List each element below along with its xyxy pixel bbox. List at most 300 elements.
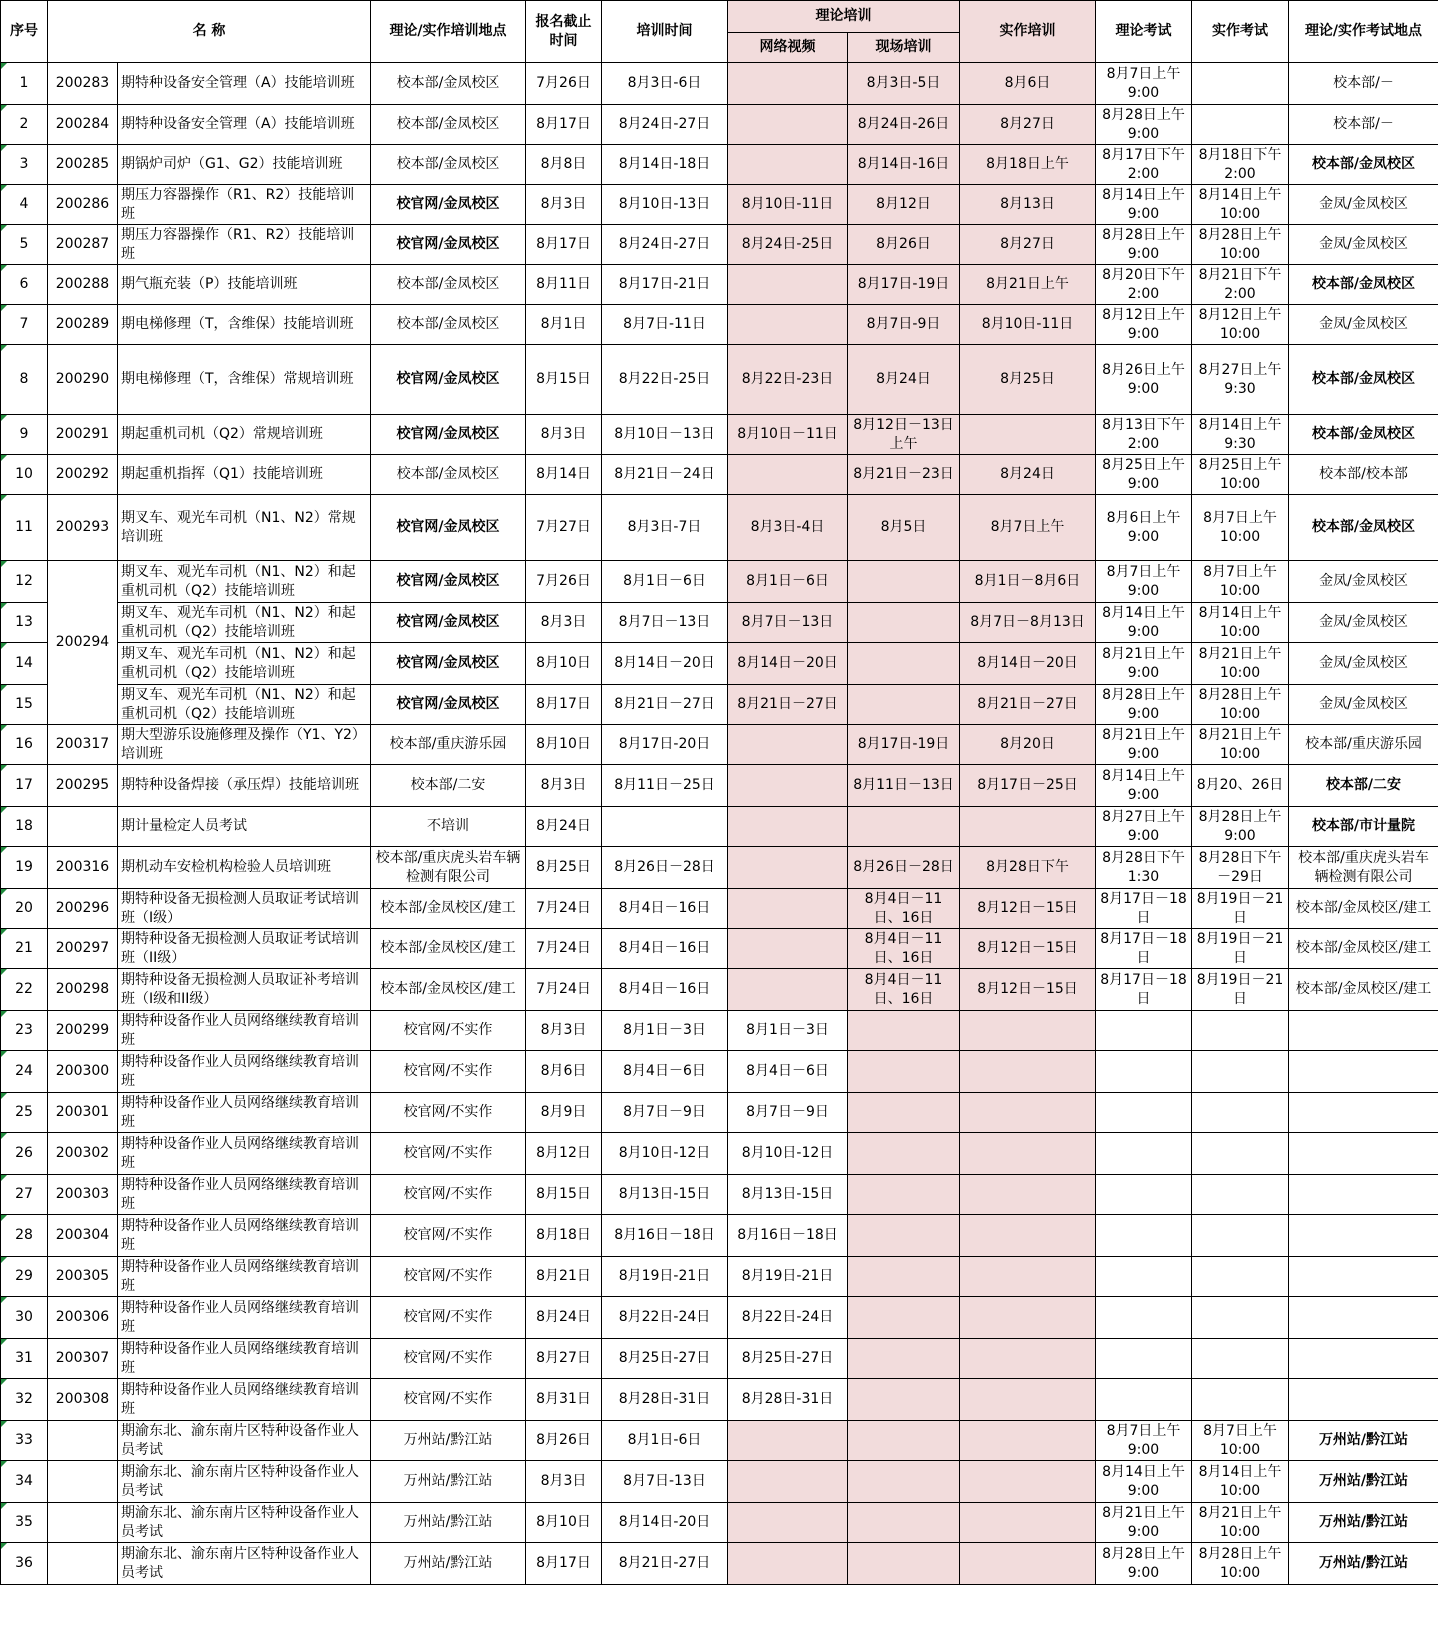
cell-practical-training[interactable]: 8月25日: [960, 345, 1096, 415]
cell-theory-exam[interactable]: [1096, 1339, 1192, 1379]
cell-exam-location[interactable]: 金凤/金凤校区: [1289, 225, 1438, 265]
cell-exam-location[interactable]: [1289, 1133, 1438, 1175]
cell-theory-exam[interactable]: [1096, 1379, 1192, 1421]
cell-name[interactable]: 期特种设备无损检测人员取证考试培训班（I级）: [118, 889, 371, 929]
cell-online-video[interactable]: [728, 265, 848, 305]
cell-period[interactable]: 8月7日-11日: [602, 305, 728, 345]
cell-practical-training[interactable]: 8月24日: [960, 455, 1096, 495]
cell-theory-exam[interactable]: 8月13日下午2:00: [1096, 415, 1192, 455]
cell-code[interactable]: 200288: [48, 265, 118, 305]
cell-training-location[interactable]: 校本部/金凤校区: [371, 145, 526, 185]
cell-practical-training[interactable]: 8月18日上午: [960, 145, 1096, 185]
cell-training-location[interactable]: 万州站/黔江站: [371, 1421, 526, 1461]
cell-training-location[interactable]: 万州站/黔江站: [371, 1503, 526, 1543]
cell-code[interactable]: 200304: [48, 1215, 118, 1257]
cell-practical-exam[interactable]: 8月20、26日: [1192, 765, 1289, 807]
cell-seq[interactable]: 21: [1, 929, 48, 969]
cell-onsite-training[interactable]: [848, 1461, 960, 1503]
cell-online-video[interactable]: 8月13日-15日: [728, 1175, 848, 1215]
cell-seq[interactable]: 31: [1, 1339, 48, 1379]
cell-online-video[interactable]: 8月4日－6日: [728, 1051, 848, 1093]
cell-onsite-training[interactable]: 8月17日-19日: [848, 725, 960, 765]
cell-exam-location[interactable]: 万州站/黔江站: [1289, 1461, 1438, 1503]
cell-name[interactable]: 期渝东北、渝东南片区特种设备作业人员考试: [118, 1461, 371, 1503]
cell-exam-location[interactable]: 金凤/金凤校区: [1289, 561, 1438, 603]
cell-name[interactable]: 期大型游乐设施修理及操作（Y1、Y2）培训班: [118, 725, 371, 765]
cell-deadline[interactable]: 8月17日: [526, 105, 602, 145]
cell-practical-exam[interactable]: 8月7日上午10:00: [1192, 495, 1289, 561]
cell-seq[interactable]: 34: [1, 1461, 48, 1503]
cell-onsite-training[interactable]: [848, 1133, 960, 1175]
cell-onsite-training[interactable]: 8月5日: [848, 495, 960, 561]
cell-online-video[interactable]: 8月7日－13日: [728, 603, 848, 643]
cell-deadline[interactable]: 8月21日: [526, 1257, 602, 1297]
cell-training-location[interactable]: 校官网/不实作: [371, 1093, 526, 1133]
cell-deadline[interactable]: 8月15日: [526, 1175, 602, 1215]
cell-practical-training[interactable]: [960, 1257, 1096, 1297]
cell-practical-exam[interactable]: 8月19日－21日: [1192, 889, 1289, 929]
cell-code[interactable]: 200300: [48, 1051, 118, 1093]
cell-deadline[interactable]: 8月10日: [526, 725, 602, 765]
cell-theory-exam[interactable]: [1096, 1297, 1192, 1339]
cell-deadline[interactable]: 7月24日: [526, 969, 602, 1011]
cell-online-video[interactable]: [728, 929, 848, 969]
cell-online-video[interactable]: 8月10日-12日: [728, 1133, 848, 1175]
cell-practical-training[interactable]: 8月12日－15日: [960, 929, 1096, 969]
cell-online-video[interactable]: [728, 765, 848, 807]
cell-theory-exam[interactable]: 8月26日上午9:00: [1096, 345, 1192, 415]
cell-deadline[interactable]: 8月15日: [526, 345, 602, 415]
cell-onsite-training[interactable]: [848, 561, 960, 603]
cell-practical-training[interactable]: 8月21日－27日: [960, 685, 1096, 725]
cell-training-location[interactable]: 校本部/金凤校区: [371, 455, 526, 495]
cell-code[interactable]: 200308: [48, 1379, 118, 1421]
cell-training-location[interactable]: 万州站/黔江站: [371, 1461, 526, 1503]
cell-code[interactable]: 200291: [48, 415, 118, 455]
cell-practical-training[interactable]: 8月20日: [960, 725, 1096, 765]
cell-online-video[interactable]: 8月14日－20日: [728, 643, 848, 685]
header-period[interactable]: 培训时间: [602, 1, 728, 63]
cell-training-location[interactable]: 校官网/不实作: [371, 1215, 526, 1257]
cell-training-location[interactable]: 校官网/不实作: [371, 1339, 526, 1379]
cell-exam-location[interactable]: [1289, 1051, 1438, 1093]
cell-theory-exam[interactable]: 8月7日上午9:00: [1096, 1421, 1192, 1461]
cell-name[interactable]: 期特种设备无损检测人员取证考试培训班（II级）: [118, 929, 371, 969]
cell-theory-exam[interactable]: 8月6日上午9:00: [1096, 495, 1192, 561]
cell-exam-location[interactable]: 校本部/－: [1289, 63, 1438, 105]
cell-exam-location[interactable]: 校本部/校本部: [1289, 455, 1438, 495]
cell-exam-location[interactable]: [1289, 1093, 1438, 1133]
cell-onsite-training[interactable]: 8月12日－13日上午: [848, 415, 960, 455]
cell-practical-exam[interactable]: 8月21日下午2:00: [1192, 265, 1289, 305]
cell-online-video[interactable]: 8月1日－3日: [728, 1011, 848, 1051]
cell-onsite-training[interactable]: 8月14日-16日: [848, 145, 960, 185]
cell-name[interactable]: 期特种设备作业人员网络继续教育培训班: [118, 1133, 371, 1175]
header-location[interactable]: 理论/实作培训地点: [371, 1, 526, 63]
cell-seq[interactable]: 26: [1, 1133, 48, 1175]
cell-practical-exam[interactable]: 8月25日上午10:00: [1192, 455, 1289, 495]
cell-code[interactable]: 200290: [48, 345, 118, 415]
cell-practical-training[interactable]: 8月12日－15日: [960, 969, 1096, 1011]
cell-practical-exam[interactable]: [1192, 1215, 1289, 1257]
cell-deadline[interactable]: 8月18日: [526, 1215, 602, 1257]
cell-deadline[interactable]: 8月10日: [526, 643, 602, 685]
cell-deadline[interactable]: 8月25日: [526, 847, 602, 889]
cell-code[interactable]: 200302: [48, 1133, 118, 1175]
cell-theory-exam[interactable]: [1096, 1257, 1192, 1297]
cell-exam-location[interactable]: 校本部/金凤校区: [1289, 415, 1438, 455]
cell-practical-training[interactable]: 8月1日－8月6日: [960, 561, 1096, 603]
cell-exam-location[interactable]: 校本部/金凤校区: [1289, 495, 1438, 561]
cell-onsite-training[interactable]: 8月26日－28日: [848, 847, 960, 889]
cell-name[interactable]: 期渝东北、渝东南片区特种设备作业人员考试: [118, 1503, 371, 1543]
cell-period[interactable]: 8月10日－13日: [602, 415, 728, 455]
cell-name[interactable]: 期特种设备安全管理（A）技能培训班: [118, 63, 371, 105]
cell-period[interactable]: 8月4日－16日: [602, 969, 728, 1011]
cell-period[interactable]: 8月7日－9日: [602, 1093, 728, 1133]
cell-training-location[interactable]: 校官网/不实作: [371, 1133, 526, 1175]
cell-exam-location[interactable]: 万州站/黔江站: [1289, 1421, 1438, 1461]
cell-period[interactable]: 8月10日-12日: [602, 1133, 728, 1175]
cell-code[interactable]: 200296: [48, 889, 118, 929]
cell-seq[interactable]: 2: [1, 105, 48, 145]
cell-name[interactable]: 期起重机司机（Q2）常规培训班: [118, 415, 371, 455]
cell-deadline[interactable]: 8月12日: [526, 1133, 602, 1175]
cell-deadline[interactable]: 7月27日: [526, 495, 602, 561]
cell-practical-exam[interactable]: [1192, 1133, 1289, 1175]
cell-onsite-training[interactable]: [848, 1011, 960, 1051]
cell-name[interactable]: 期渝东北、渝东南片区特种设备作业人员考试: [118, 1543, 371, 1585]
cell-period[interactable]: 8月14日－20日: [602, 643, 728, 685]
cell-period[interactable]: 8月4日－16日: [602, 889, 728, 929]
cell-period[interactable]: 8月21日－24日: [602, 455, 728, 495]
cell-onsite-training[interactable]: 8月26日: [848, 225, 960, 265]
header-seq[interactable]: 序号: [1, 1, 48, 63]
cell-practical-training[interactable]: 8月7日－8月13日: [960, 603, 1096, 643]
cell-name[interactable]: 期特种设备焊接（承压焊）技能培训班: [118, 765, 371, 807]
cell-seq[interactable]: 35: [1, 1503, 48, 1543]
cell-online-video[interactable]: 8月19日-21日: [728, 1257, 848, 1297]
cell-practical-exam[interactable]: 8月14日上午10:00: [1192, 185, 1289, 225]
cell-onsite-training[interactable]: 8月24日: [848, 345, 960, 415]
cell-practical-training[interactable]: [960, 1461, 1096, 1503]
cell-theory-exam[interactable]: [1096, 1175, 1192, 1215]
cell-deadline[interactable]: 8月17日: [526, 1543, 602, 1585]
cell-code[interactable]: [48, 1503, 118, 1543]
cell-practical-training[interactable]: [960, 1339, 1096, 1379]
cell-code[interactable]: 200299: [48, 1011, 118, 1051]
cell-exam-location[interactable]: 校本部/－: [1289, 105, 1438, 145]
cell-training-location[interactable]: 不培训: [371, 807, 526, 847]
cell-period[interactable]: 8月22日-24日: [602, 1297, 728, 1339]
cell-practical-training[interactable]: 8月21日上午: [960, 265, 1096, 305]
cell-practical-exam[interactable]: 8月18日下午2:00: [1192, 145, 1289, 185]
cell-seq[interactable]: 25: [1, 1093, 48, 1133]
cell-code[interactable]: 200298: [48, 969, 118, 1011]
cell-period[interactable]: 8月10日-13日: [602, 185, 728, 225]
cell-practical-exam[interactable]: [1192, 1339, 1289, 1379]
cell-exam-location[interactable]: 金凤/金凤校区: [1289, 185, 1438, 225]
cell-period[interactable]: 8月26日－28日: [602, 847, 728, 889]
cell-onsite-training[interactable]: [848, 685, 960, 725]
header-exam-location[interactable]: 理论/实作考试地点: [1289, 1, 1438, 63]
cell-theory-exam[interactable]: 8月28日上午9:00: [1096, 685, 1192, 725]
cell-deadline[interactable]: 8月31日: [526, 1379, 602, 1421]
cell-seq[interactable]: 17: [1, 765, 48, 807]
cell-onsite-training[interactable]: [848, 1215, 960, 1257]
cell-deadline[interactable]: 8月17日: [526, 685, 602, 725]
cell-name[interactable]: 期特种设备作业人员网络继续教育培训班: [118, 1093, 371, 1133]
cell-practical-training[interactable]: [960, 1215, 1096, 1257]
cell-online-video[interactable]: 8月1日－6日: [728, 561, 848, 603]
cell-theory-exam[interactable]: 8月21日上午9:00: [1096, 643, 1192, 685]
cell-practical-training[interactable]: 8月12日－15日: [960, 889, 1096, 929]
cell-name[interactable]: 期特种设备安全管理（A）技能培训班: [118, 105, 371, 145]
cell-name[interactable]: 期机动车安检机构检验人员培训班: [118, 847, 371, 889]
header-practical-exam[interactable]: 实作考试: [1192, 1, 1289, 63]
cell-period[interactable]: 8月16日－18日: [602, 1215, 728, 1257]
cell-code[interactable]: 200293: [48, 495, 118, 561]
cell-period[interactable]: 8月28日-31日: [602, 1379, 728, 1421]
cell-period[interactable]: 8月22日-25日: [602, 345, 728, 415]
cell-code[interactable]: 200292: [48, 455, 118, 495]
cell-exam-location[interactable]: 校本部/金凤校区: [1289, 265, 1438, 305]
cell-theory-exam[interactable]: 8月28日上午9:00: [1096, 105, 1192, 145]
cell-seq[interactable]: 32: [1, 1379, 48, 1421]
cell-practical-exam[interactable]: 8月14日上午9:30: [1192, 415, 1289, 455]
cell-code[interactable]: 200295: [48, 765, 118, 807]
cell-code[interactable]: 200307: [48, 1339, 118, 1379]
cell-training-location[interactable]: 校本部/金凤校区: [371, 305, 526, 345]
cell-theory-exam[interactable]: 8月14日上午9:00: [1096, 185, 1192, 225]
cell-online-video[interactable]: [728, 807, 848, 847]
cell-theory-exam[interactable]: 8月14日上午9:00: [1096, 603, 1192, 643]
cell-training-location[interactable]: 校官网/不实作: [371, 1379, 526, 1421]
cell-training-location[interactable]: 校官网/金凤校区: [371, 685, 526, 725]
cell-practical-training[interactable]: [960, 1503, 1096, 1543]
cell-code[interactable]: 200306: [48, 1297, 118, 1339]
cell-period[interactable]: 8月7日－13日: [602, 603, 728, 643]
cell-exam-location[interactable]: 金凤/金凤校区: [1289, 643, 1438, 685]
cell-practical-training[interactable]: 8月10日-11日: [960, 305, 1096, 345]
cell-name[interactable]: 期特种设备作业人员网络继续教育培训班: [118, 1339, 371, 1379]
cell-code[interactable]: 200284: [48, 105, 118, 145]
cell-code[interactable]: [48, 1543, 118, 1585]
cell-deadline[interactable]: 8月17日: [526, 225, 602, 265]
header-theory-training[interactable]: 理论培训: [728, 1, 960, 33]
cell-name[interactable]: 期电梯修理（T，含维保）常规培训班: [118, 345, 371, 415]
cell-name[interactable]: 期压力容器操作（R1、R2）技能培训班: [118, 225, 371, 265]
cell-online-video[interactable]: [728, 847, 848, 889]
cell-deadline[interactable]: 8月3日: [526, 765, 602, 807]
cell-online-video[interactable]: [728, 63, 848, 105]
cell-training-location[interactable]: 校本部/金凤校区/建工: [371, 969, 526, 1011]
cell-name[interactable]: 期特种设备作业人员网络继续教育培训班: [118, 1257, 371, 1297]
cell-period[interactable]: 8月4日－6日: [602, 1051, 728, 1093]
cell-name[interactable]: 期叉车、观光车司机（N1、N2）和起重机司机（Q2）技能培训班: [118, 561, 371, 603]
cell-deadline[interactable]: 8月8日: [526, 145, 602, 185]
cell-deadline[interactable]: 7月26日: [526, 561, 602, 603]
cell-online-video[interactable]: 8月7日－9日: [728, 1093, 848, 1133]
cell-name[interactable]: 期特种设备无损检测人员取证补考培训班（I级和II级）: [118, 969, 371, 1011]
cell-deadline[interactable]: 8月11日: [526, 265, 602, 305]
cell-period[interactable]: 8月3日-6日: [602, 63, 728, 105]
cell-practical-training[interactable]: 8月6日: [960, 63, 1096, 105]
cell-training-location[interactable]: 校本部/金凤校区/建工: [371, 929, 526, 969]
cell-training-location[interactable]: 校本部/金凤校区: [371, 63, 526, 105]
header-onsite-training[interactable]: 现场培训: [848, 33, 960, 63]
cell-name[interactable]: 期叉车、观光车司机（N1、N2）和起重机司机（Q2）技能培训班: [118, 603, 371, 643]
cell-training-location[interactable]: 校本部/金凤校区/建工: [371, 889, 526, 929]
cell-deadline[interactable]: 8月3日: [526, 603, 602, 643]
cell-exam-location[interactable]: 金凤/金凤校区: [1289, 305, 1438, 345]
cell-practical-exam[interactable]: [1192, 1175, 1289, 1215]
cell-name[interactable]: 期气瓶充装（P）技能培训班: [118, 265, 371, 305]
cell-name[interactable]: 期特种设备作业人员网络继续教育培训班: [118, 1051, 371, 1093]
cell-code[interactable]: 200317: [48, 725, 118, 765]
cell-practical-exam[interactable]: 8月7日上午10:00: [1192, 561, 1289, 603]
cell-period[interactable]: 8月17日-20日: [602, 725, 728, 765]
cell-code[interactable]: [48, 1421, 118, 1461]
cell-period[interactable]: 8月1日－6日: [602, 561, 728, 603]
cell-deadline[interactable]: 8月3日: [526, 185, 602, 225]
cell-exam-location[interactable]: 校本部/重庆游乐园: [1289, 725, 1438, 765]
cell-online-video[interactable]: [728, 889, 848, 929]
cell-code[interactable]: [48, 1461, 118, 1503]
cell-practical-exam[interactable]: 8月28日上午9:00: [1192, 807, 1289, 847]
cell-seq[interactable]: 9: [1, 415, 48, 455]
cell-period[interactable]: 8月4日－16日: [602, 929, 728, 969]
cell-training-location[interactable]: 校官网/不实作: [371, 1175, 526, 1215]
cell-period[interactable]: 8月11日－25日: [602, 765, 728, 807]
cell-name[interactable]: 期叉车、观光车司机（N1、N2）和起重机司机（Q2）技能培训班: [118, 685, 371, 725]
cell-deadline[interactable]: 8月10日: [526, 1503, 602, 1543]
cell-onsite-training[interactable]: [848, 807, 960, 847]
cell-training-location[interactable]: 校本部/金凤校区: [371, 265, 526, 305]
cell-online-video[interactable]: 8月22日-23日: [728, 345, 848, 415]
cell-code[interactable]: [48, 807, 118, 847]
cell-online-video[interactable]: 8月22日-24日: [728, 1297, 848, 1339]
cell-training-location[interactable]: 校本部/重庆游乐园: [371, 725, 526, 765]
cell-seq[interactable]: 10: [1, 455, 48, 495]
cell-practical-training[interactable]: 8月27日: [960, 105, 1096, 145]
cell-practical-exam[interactable]: [1192, 1297, 1289, 1339]
cell-exam-location[interactable]: [1289, 1379, 1438, 1421]
cell-practical-exam[interactable]: [1192, 63, 1289, 105]
cell-onsite-training[interactable]: [848, 1297, 960, 1339]
cell-seq[interactable]: 24: [1, 1051, 48, 1093]
cell-code[interactable]: 200303: [48, 1175, 118, 1215]
cell-practical-training[interactable]: [960, 1297, 1096, 1339]
cell-period[interactable]: 8月14日-20日: [602, 1503, 728, 1543]
cell-exam-location[interactable]: 校本部/金凤校区: [1289, 145, 1438, 185]
cell-theory-exam[interactable]: [1096, 1215, 1192, 1257]
cell-training-location[interactable]: 校官网/金凤校区: [371, 415, 526, 455]
cell-online-video[interactable]: [728, 725, 848, 765]
cell-practical-exam[interactable]: 8月14日上午10:00: [1192, 1461, 1289, 1503]
cell-period[interactable]: 8月7日-13日: [602, 1461, 728, 1503]
cell-onsite-training[interactable]: 8月12日: [848, 185, 960, 225]
cell-theory-exam[interactable]: 8月21日上午9:00: [1096, 725, 1192, 765]
cell-code[interactable]: 200297: [48, 929, 118, 969]
cell-name[interactable]: 期压力容器操作（R1、R2）技能培训班: [118, 185, 371, 225]
cell-code[interactable]: 200301: [48, 1093, 118, 1133]
cell-practical-training[interactable]: 8月13日: [960, 185, 1096, 225]
cell-seq[interactable]: 1: [1, 63, 48, 105]
cell-exam-location[interactable]: 校本部/市计量院: [1289, 807, 1438, 847]
cell-online-video[interactable]: 8月24日-25日: [728, 225, 848, 265]
cell-practical-exam[interactable]: 8月12日上午10:00: [1192, 305, 1289, 345]
cell-training-location[interactable]: 校官网/不实作: [371, 1011, 526, 1051]
cell-code[interactable]: 200316: [48, 847, 118, 889]
cell-practical-exam[interactable]: 8月28日下午－29日: [1192, 847, 1289, 889]
cell-theory-exam[interactable]: 8月14日上午9:00: [1096, 765, 1192, 807]
cell-deadline[interactable]: 7月24日: [526, 889, 602, 929]
cell-theory-exam[interactable]: 8月17日－18日: [1096, 929, 1192, 969]
cell-training-location[interactable]: 校官网/不实作: [371, 1051, 526, 1093]
cell-name[interactable]: 期计量检定人员考试: [118, 807, 371, 847]
cell-code[interactable]: 200305: [48, 1257, 118, 1297]
cell-name[interactable]: 期特种设备作业人员网络继续教育培训班: [118, 1175, 371, 1215]
cell-onsite-training[interactable]: 8月11日－13日: [848, 765, 960, 807]
cell-deadline[interactable]: 7月26日: [526, 63, 602, 105]
cell-period[interactable]: 8月24日-27日: [602, 105, 728, 145]
cell-exam-location[interactable]: [1289, 1215, 1438, 1257]
cell-exam-location[interactable]: 校本部/金凤校区/建工: [1289, 969, 1438, 1011]
cell-onsite-training[interactable]: 8月4日－11日、16日: [848, 969, 960, 1011]
cell-deadline[interactable]: 8月3日: [526, 1461, 602, 1503]
cell-name[interactable]: 期起重机指挥（Q1）技能培训班: [118, 455, 371, 495]
cell-onsite-training[interactable]: [848, 1379, 960, 1421]
cell-onsite-training[interactable]: 8月4日－11日、16日: [848, 929, 960, 969]
cell-online-video[interactable]: 8月28日-31日: [728, 1379, 848, 1421]
cell-name[interactable]: 期电梯修理（T，含维保）技能培训班: [118, 305, 371, 345]
cell-online-video[interactable]: 8月3日-4日: [728, 495, 848, 561]
cell-name[interactable]: 期渝东北、渝东南片区特种设备作业人员考试: [118, 1421, 371, 1461]
cell-code[interactable]: 200286: [48, 185, 118, 225]
cell-name[interactable]: 期锅炉司炉（G1、G2）技能培训班: [118, 145, 371, 185]
cell-theory-exam[interactable]: [1096, 1093, 1192, 1133]
cell-training-location[interactable]: 万州站/黔江站: [371, 1543, 526, 1585]
cell-training-location[interactable]: 校本部/金凤校区: [371, 105, 526, 145]
cell-name[interactable]: 期叉车、观光车司机（N1、N2）和起重机司机（Q2）技能培训班: [118, 643, 371, 685]
cell-practical-training[interactable]: [960, 1175, 1096, 1215]
cell-practical-training[interactable]: [960, 807, 1096, 847]
cell-period[interactable]: 8月25日-27日: [602, 1339, 728, 1379]
cell-exam-location[interactable]: 校本部/金凤校区: [1289, 345, 1438, 415]
cell-deadline[interactable]: 8月3日: [526, 1011, 602, 1051]
cell-onsite-training[interactable]: 8月4日－11日、16日: [848, 889, 960, 929]
cell-practical-exam[interactable]: [1192, 105, 1289, 145]
cell-online-video[interactable]: 8月25日-27日: [728, 1339, 848, 1379]
cell-onsite-training[interactable]: 8月17日-19日: [848, 265, 960, 305]
cell-training-location[interactable]: 校官网/金凤校区: [371, 185, 526, 225]
cell-onsite-training[interactable]: 8月21日－23日: [848, 455, 960, 495]
cell-theory-exam[interactable]: 8月20日下午2:00: [1096, 265, 1192, 305]
cell-period[interactable]: 8月3日-7日: [602, 495, 728, 561]
cell-seq[interactable]: 23: [1, 1011, 48, 1051]
cell-exam-location[interactable]: [1289, 1011, 1438, 1051]
cell-seq[interactable]: 28: [1, 1215, 48, 1257]
cell-seq[interactable]: 29: [1, 1257, 48, 1297]
cell-training-location[interactable]: 校本部/二安: [371, 765, 526, 807]
cell-practical-training[interactable]: [960, 1133, 1096, 1175]
cell-training-location[interactable]: 校本部/重庆虎头岩车辆检测有限公司: [371, 847, 526, 889]
cell-seq[interactable]: 15: [1, 685, 48, 725]
cell-onsite-training[interactable]: [848, 1175, 960, 1215]
cell-theory-exam[interactable]: 8月17日－18日: [1096, 889, 1192, 929]
cell-exam-location[interactable]: [1289, 1257, 1438, 1297]
